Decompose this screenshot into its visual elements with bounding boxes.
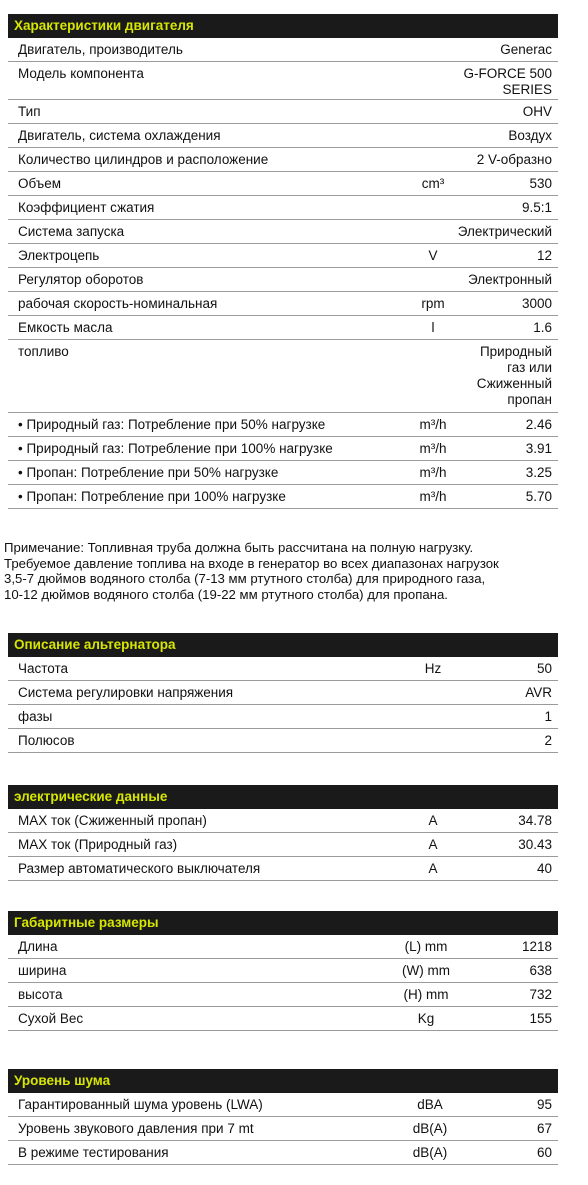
- spec-row: [8, 1007, 558, 1031]
- spec-unit: A: [428, 837, 438, 852]
- spec-row: [8, 461, 558, 485]
- spec-label: Емкость масла: [18, 320, 113, 335]
- spec-row: [8, 833, 558, 857]
- dimensions-header: Габаритные размеры: [8, 911, 558, 935]
- spec-label: высота: [18, 987, 63, 1002]
- spec-value: 50: [536, 661, 552, 676]
- spec-value: Природный газ или Сжиженный пропан: [476, 344, 552, 407]
- spec-unit: m³/h: [419, 465, 447, 480]
- spec-value: G-FORCE 500 SERIES: [463, 66, 552, 97]
- spec-label: Полюсов: [18, 733, 75, 748]
- spec-label: Коэффициент сжатия: [18, 200, 155, 215]
- spec-label: В режиме тестирования: [18, 1145, 169, 1160]
- dimensions-section: [8, 911, 558, 1031]
- spec-unit: l: [431, 320, 435, 335]
- spec-label: Количество цилиндров и расположение: [18, 152, 269, 167]
- spec-label: Система запуска: [18, 224, 125, 239]
- spec-value: 60: [536, 1145, 552, 1160]
- spec-row: [8, 681, 558, 705]
- spec-row: [8, 657, 558, 681]
- spec-row: [8, 729, 558, 753]
- spec-label: Регулятор оборотов: [18, 272, 144, 287]
- spec-value: 40: [536, 861, 552, 876]
- spec-unit: dBA: [417, 1097, 443, 1112]
- spec-row: [8, 62, 558, 100]
- spec-row: [8, 340, 558, 413]
- spec-row: [8, 1141, 558, 1165]
- spec-label: MAX ток (Природный газ): [18, 837, 178, 852]
- spec-value: 732: [529, 987, 552, 1002]
- engine-rows: [8, 38, 558, 509]
- spec-value: 155: [529, 1011, 552, 1026]
- engine-section: [8, 14, 558, 509]
- noise-rows: [8, 1093, 558, 1165]
- note-line: Примечание: Топливная труба должна быть рассчитана на полную нагрузку.: [4, 540, 474, 555]
- spec-label: Уровень звукового давления при 7 mt: [18, 1121, 254, 1136]
- spec-row: [8, 485, 558, 509]
- spec-label: Двигатель, производитель: [18, 42, 183, 57]
- spec-value: Электрический: [457, 224, 552, 239]
- spec-label: Гарантированный шума уровень (LWA): [18, 1097, 263, 1112]
- spec-value: 1.6: [533, 320, 552, 335]
- spec-label: Двигатель, система охлаждения: [18, 128, 221, 143]
- spec-value: 3.91: [525, 441, 552, 456]
- spec-unit: (L) mm: [404, 939, 448, 954]
- spec-label: Частота: [18, 661, 69, 676]
- spec-value: 9.5:1: [521, 200, 552, 215]
- spec-value: 12: [536, 248, 552, 263]
- spec-value: 530: [529, 176, 552, 191]
- spec-unit: m³/h: [419, 417, 447, 432]
- spec-label: • Природный газ: Потребление при 100% нагрузке: [18, 441, 333, 456]
- spec-label: Длина: [18, 939, 58, 954]
- alternator-rows: [8, 657, 558, 753]
- electrical-rows: [8, 809, 558, 881]
- spec-label: ширина: [18, 963, 67, 978]
- spec-row: [8, 959, 558, 983]
- spec-label: Тип: [18, 104, 41, 119]
- spec-unit: A: [428, 813, 438, 828]
- note-line: Требуемое давление топлива на входе в генератор во всех диапазонах нагрузок: [4, 555, 499, 571]
- spec-value: OHV: [522, 104, 552, 119]
- spec-row: [8, 148, 558, 172]
- spec-unit: Hz: [424, 661, 442, 676]
- spec-unit: Kg: [417, 1011, 435, 1026]
- spec-row: [8, 292, 558, 316]
- spec-value: AVR: [525, 685, 552, 700]
- electrical-section: [8, 785, 558, 881]
- spec-row: [8, 268, 558, 292]
- noise-section: [8, 1069, 558, 1165]
- spec-unit: (H) mm: [403, 987, 449, 1002]
- spec-row: [8, 316, 558, 340]
- spec-row: [8, 857, 558, 881]
- spec-label: • Пропан: Потребление при 100% нагрузке: [18, 489, 286, 504]
- spec-row: [8, 172, 558, 196]
- spec-label: Размер автоматического выключателя: [18, 861, 261, 876]
- spec-label: • Пропан: Потребление при 50% нагрузке: [18, 465, 279, 480]
- spec-value: 2.46: [525, 417, 552, 432]
- spec-value: 34.78: [518, 813, 552, 828]
- spec-value: 638: [529, 963, 552, 978]
- spec-row: [8, 38, 558, 62]
- spec-row: [8, 983, 558, 1007]
- note-line: 3,5-7 дюймов водяного столба (7-13 мм ртутного столба) для природного газа,: [4, 571, 486, 586]
- fuel-note: [4, 540, 564, 602]
- dimensions-rows: [8, 935, 558, 1031]
- spec-value: Электронный: [467, 272, 552, 287]
- spec-value: Воздух: [508, 128, 552, 143]
- spec-unit: rpm: [421, 296, 445, 311]
- spec-label: топливо: [18, 344, 69, 359]
- spec-row: [8, 220, 558, 244]
- spec-value: 2 V-образно: [476, 152, 552, 167]
- spec-label: фазы: [18, 709, 53, 724]
- spec-row: [8, 809, 558, 833]
- note-line: 10-12 дюймов водяного столба (19-22 мм ртутного столба) для пропана.: [4, 586, 448, 602]
- spec-unit: V: [428, 248, 438, 263]
- spec-row: [8, 935, 558, 959]
- spec-value: 95: [536, 1097, 552, 1112]
- spec-unit: dB(A): [412, 1121, 448, 1136]
- spec-value: Generac: [500, 42, 552, 57]
- spec-row: [8, 196, 558, 220]
- spec-value: 2: [544, 733, 552, 748]
- spec-unit: m³/h: [419, 489, 447, 504]
- spec-value: 3.25: [525, 465, 552, 480]
- spec-label: Сухой Вес: [18, 1011, 84, 1026]
- electrical-header: электрические данные: [8, 785, 558, 809]
- spec-value: 1: [544, 709, 552, 724]
- spec-row: [8, 437, 558, 461]
- spec-label: Система регулировки напряжения: [18, 685, 234, 700]
- spec-label: Объем: [18, 176, 62, 191]
- spec-value: 1218: [521, 939, 552, 954]
- spec-row: [8, 124, 558, 148]
- spec-value: 5.70: [525, 489, 552, 504]
- noise-header: Уровень шума: [8, 1069, 558, 1093]
- alternator-section: [8, 633, 558, 753]
- spec-row: [8, 1093, 558, 1117]
- spec-label: MAX ток (Сжиженный пропан): [18, 813, 207, 828]
- spec-row: [8, 413, 558, 437]
- engine-header: Характеристики двигателя: [8, 14, 558, 38]
- spec-unit: m³/h: [419, 441, 447, 456]
- spec-label: рабочая скорость-номинальная: [18, 296, 218, 311]
- spec-row: [8, 1117, 558, 1141]
- spec-label: • Природный газ: Потребление при 50% нагрузке: [18, 417, 326, 432]
- alternator-header: Описание альтернатора: [8, 633, 558, 657]
- spec-unit: cm³: [421, 176, 445, 191]
- spec-label: Модель компонента: [18, 66, 144, 81]
- spec-row: [8, 244, 558, 268]
- spec-unit: A: [428, 861, 438, 876]
- spec-value: 30.43: [518, 837, 552, 852]
- spec-row: [8, 705, 558, 729]
- spec-value: 3000: [521, 296, 552, 311]
- spec-unit: (W) mm: [402, 963, 450, 978]
- spec-value: 67: [536, 1121, 552, 1136]
- spec-label: Электроцепь: [18, 248, 100, 263]
- spec-row: [8, 100, 558, 124]
- spec-unit: dB(A): [412, 1145, 448, 1160]
